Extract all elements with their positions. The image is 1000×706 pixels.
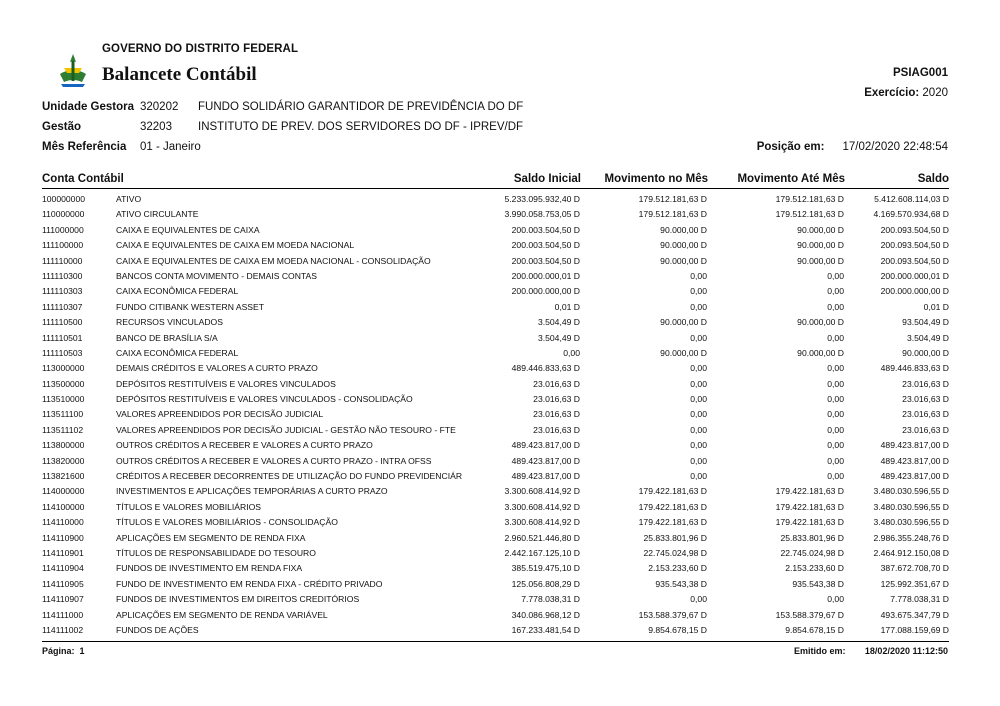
movimento-ate-mes-cell: 0,00 — [827, 363, 844, 374]
saldo-cell: 23.016,63 D — [902, 378, 949, 389]
movimento-ate-mes-cell: 0,00 — [827, 409, 844, 420]
table-row — [42, 592, 949, 607]
account-description: FUNDO DE INVESTIMENTO EM RENDA FIXA - CRÉDITO PRIVADO — [116, 578, 383, 589]
saldo-inicial-cell: 489.423.817,00 D — [511, 471, 580, 482]
account-description: CAIXA ECONÔMICA FEDERAL — [116, 347, 239, 358]
table-row — [42, 207, 949, 222]
account-code: 111110300 — [42, 270, 83, 281]
saldo-inicial-cell: 23.016,63 D — [533, 424, 580, 435]
saldo-cell: 90.000,00 D — [902, 347, 949, 358]
saldo-cell: 387.672.708,70 D — [880, 563, 949, 574]
saldo-cell: 3.504,49 D — [906, 332, 949, 343]
table-row — [42, 438, 949, 453]
account-description: BANCOS CONTA MOVIMENTO - DEMAIS CONTAS — [116, 270, 318, 281]
account-code: 111110501 — [42, 332, 83, 343]
report-code: PSIAG001 — [893, 67, 948, 79]
saldo-inicial-cell: 200.003.504,50 D — [511, 255, 580, 266]
gestao-label: Gestão — [42, 121, 81, 133]
saldo-cell: 125.992.351,67 D — [880, 578, 949, 589]
account-description: OUTROS CRÉDITOS A RECEBER E VALORES A CURTO PRAZO — [116, 440, 373, 451]
table-row — [42, 531, 949, 546]
movimento-ate-mes-cell: 0,00 — [827, 394, 844, 405]
account-description: TÍTULOS E VALORES MOBILIÁRIOS - CONSOLIDAÇÃO — [116, 517, 338, 528]
movimento-mes-cell: 0,00 — [690, 286, 707, 297]
movimento-ate-mes-cell: 0,00 — [827, 594, 844, 605]
saldo-cell: 200.000.000,01 D — [880, 270, 949, 281]
exercise — [864, 87, 948, 99]
account-code: 111110503 — [42, 347, 83, 358]
unidade-label: Unidade Gestora — [42, 101, 135, 113]
account-code: 114110901 — [42, 547, 84, 558]
table-row — [42, 346, 949, 361]
saldo-inicial-cell: 200.003.504,50 D — [511, 240, 580, 251]
account-description: DEPÓSITOS RESTITUÍVEIS E VALORES VINCULADOS — [116, 378, 336, 389]
saldo-cell: 489.423.817,00 D — [880, 440, 949, 451]
account-description: FUNDOS DE INVESTIMENTOS EM DIREITOS CREDITÓRIOS — [116, 594, 360, 605]
table-row — [42, 331, 949, 346]
saldo-cell: 4.169.570.934,68 D — [873, 209, 949, 220]
movimento-mes-cell: 0,00 — [690, 471, 707, 482]
table-row — [42, 361, 949, 376]
account-code: 110000000 — [42, 209, 85, 220]
movimento-ate-mes-cell: 153.588.379,67 D — [775, 609, 844, 620]
saldo-cell: 3.480.030.596,55 D — [873, 517, 949, 528]
saldo-inicial-cell: 489.446.833,63 D — [511, 363, 580, 374]
saldo-inicial-cell: 2.442.167.125,10 D — [504, 547, 580, 558]
movimento-mes-cell: 90.000,00 D — [660, 255, 707, 266]
table-row — [42, 546, 949, 561]
movimento-ate-mes-cell: 179.512.181,63 D — [775, 194, 844, 204]
movimento-mes-cell: 179.512.181,63 D — [638, 194, 707, 204]
table-row — [42, 192, 949, 207]
saldo-inicial-cell: 167.233.481,54 D — [511, 624, 580, 635]
table-row — [42, 269, 949, 284]
account-description: VALORES APREENDIDOS POR DECISÃO JUDICIAL - GESTÃO NÃO TESOURO - FTE — [116, 424, 456, 435]
saldo-inicial-cell: 340.086.968,12 D — [511, 609, 580, 620]
movimento-mes-cell: 0,00 — [690, 455, 707, 466]
account-code: 113510000 — [42, 394, 85, 405]
account-code: 114000000 — [42, 486, 85, 497]
account-code: 114100000 — [42, 501, 85, 512]
account-description: INVESTIMENTOS E APLICAÇÕES TEMPORÁRIAS A CURTO PRAZO — [116, 486, 388, 497]
movimento-mes-cell: 0,00 — [690, 424, 707, 435]
account-description: DEPÓSITOS RESTITUÍVEIS E VALORES VINCULADOS - CONSOLIDAÇÃO — [116, 394, 413, 405]
saldo-cell: 7.778.038,31 D — [890, 594, 949, 605]
col-saldo-inicial: Saldo Inicial — [513, 173, 581, 185]
page-label: Página: — [42, 646, 75, 656]
emitted-label: Emitido em: — [794, 646, 846, 656]
movimento-ate-mes-cell: 179.422.181,63 D — [775, 501, 844, 512]
movimento-mes-cell: 0,00 — [690, 270, 707, 281]
saldo-cell: 23.016,63 D — [902, 394, 949, 405]
saldo-inicial-cell: 3.300.608.414,92 D — [504, 501, 580, 512]
saldo-cell: 2.464.912.150,08 D — [873, 547, 949, 558]
saldo-cell: 489.423.817,00 D — [880, 471, 949, 482]
table-row — [42, 254, 949, 269]
saldo-cell: 489.446.833,63 D — [880, 363, 949, 374]
movimento-mes-cell: 90.000,00 D — [660, 224, 707, 235]
col-mov-ate: Movimento Até Mês — [737, 173, 845, 185]
movimento-mes-cell: 179.512.181,63 D — [638, 209, 707, 220]
account-code: 111110500 — [42, 317, 83, 328]
saldo-inicial-cell: 489.423.817,00 D — [511, 440, 580, 451]
account-code: 114110907 — [42, 594, 84, 605]
movimento-mes-cell: 179.422.181,63 D — [638, 486, 707, 497]
posicao-value: 17/02/2020 22:48:54 — [842, 141, 948, 153]
account-description: APLICAÇÕES EM SEGMENTO DE RENDA FIXA — [116, 532, 306, 543]
account-code: 113820000 — [42, 455, 85, 466]
unidade-gestora-line — [42, 101, 523, 113]
table-row — [42, 454, 949, 469]
movimento-mes-cell: 0,00 — [690, 440, 707, 451]
saldo-inicial-cell: 3.300.608.414,92 D — [504, 517, 580, 528]
account-description: VALORES APREENDIDOS POR DECISÃO JUDICIAL — [116, 409, 324, 420]
saldo-inicial-cell: 3.990.058.753,05 D — [504, 209, 580, 220]
account-description: APLICAÇÕES EM SEGMENTO DE RENDA VARIÁVEL — [116, 609, 328, 620]
movimento-mes-cell: 2.153.233,60 D — [648, 563, 707, 574]
movimento-mes-cell: 0,00 — [690, 394, 707, 405]
account-code: 100000000 — [42, 194, 86, 204]
account-description: CAIXA E EQUIVALENTES DE CAIXA — [116, 224, 260, 235]
account-code: 111110307 — [42, 301, 83, 312]
movimento-ate-mes-cell: 0,00 — [827, 471, 844, 482]
movimento-ate-mes-cell: 0,00 — [827, 332, 844, 343]
saldo-cell: 0,01 D — [923, 301, 949, 312]
saldo-cell: 5.412.608.114,03 D — [874, 194, 949, 204]
gestao-line — [42, 121, 523, 133]
report-title: Balancete Contábil — [102, 64, 257, 85]
page-number — [42, 646, 85, 656]
movimento-ate-mes-cell: 90.000,00 D — [797, 347, 844, 358]
table-row — [42, 407, 949, 422]
saldo-inicial-cell: 489.423.817,00 D — [511, 455, 580, 466]
account-code: 113500000 — [42, 378, 85, 389]
account-description: TÍTULOS DE RESPONSABILIDADE DO TESOURO — [116, 547, 316, 558]
movimento-ate-mes-cell: 2.153.233,60 D — [785, 563, 844, 574]
account-code: 113800000 — [42, 440, 85, 451]
unidade-code: 320202 — [140, 101, 179, 113]
table-row — [42, 608, 949, 623]
account-code: 111000000 — [42, 224, 84, 235]
gestao-code: 32203 — [140, 121, 172, 133]
saldo-inicial-cell: 23.016,63 D — [533, 409, 580, 420]
mes-referencia-line — [42, 141, 201, 153]
posicao — [757, 141, 948, 153]
table-row — [42, 223, 949, 238]
saldo-cell: 23.016,63 D — [902, 424, 949, 435]
movimento-ate-mes-cell: 0,00 — [827, 440, 844, 451]
account-description: ATIVO — [116, 194, 142, 204]
account-code: 114111000 — [42, 609, 84, 620]
saldo-cell: 200.093.504,50 D — [880, 224, 949, 235]
movimento-ate-mes-cell: 22.745.024,98 D — [780, 547, 844, 558]
saldo-inicial-cell: 2.960.521.446,80 D — [504, 532, 580, 543]
account-code: 111110000 — [42, 255, 83, 266]
mes-value: 01 - Janeiro — [140, 141, 201, 153]
saldo-inicial-cell: 5.233.095.932,40 D — [504, 194, 580, 204]
movimento-mes-cell: 90.000,00 D — [660, 317, 707, 328]
movimento-mes-cell: 0,00 — [690, 594, 707, 605]
account-code: 111110303 — [42, 286, 83, 297]
saldo-cell: 200.093.504,50 D — [880, 240, 949, 251]
saldo-cell: 93.504,49 D — [902, 317, 949, 328]
movimento-mes-cell: 0,00 — [690, 409, 707, 420]
table-row — [42, 392, 949, 407]
exercise-label: Exercício: — [864, 87, 920, 99]
account-code: 113511100 — [42, 409, 84, 420]
movimento-ate-mes-cell: 90.000,00 D — [797, 317, 844, 328]
account-description: FUNDO CITIBANK WESTERN ASSET — [116, 301, 265, 312]
government-name: GOVERNO DO DISTRITO FEDERAL — [102, 43, 299, 55]
account-description: CAIXA E EQUIVALENTES DE CAIXA EM MOEDA NACIONAL — [116, 240, 355, 251]
movimento-ate-mes-cell: 935.543,38 D — [792, 578, 844, 589]
saldo-inicial-cell: 385.519.475,10 D — [511, 563, 580, 574]
saldo-cell: 3.480.030.596,55 D — [873, 486, 949, 497]
table-row — [42, 561, 949, 576]
gestao-name: INSTITUTO DE PREV. DOS SERVIDORES DO DF - IPREV/DF — [198, 121, 524, 133]
movimento-mes-cell: 90.000,00 D — [660, 347, 707, 358]
account-code: 113000000 — [42, 363, 85, 374]
mes-label: Mês Referência — [42, 141, 127, 153]
table-row — [42, 515, 949, 530]
movimento-ate-mes-cell: 90.000,00 D — [797, 240, 844, 251]
account-code: 114110000 — [42, 517, 84, 528]
unidade-name: FUNDO SOLIDÁRIO GARANTIDOR DE PREVIDÊNCIA DO DF — [198, 101, 524, 113]
account-description: CAIXA ECONÔMICA FEDERAL — [116, 286, 239, 297]
saldo-inicial-cell: 3.504,49 D — [537, 332, 580, 343]
movimento-mes-cell: 25.833.801,96 D — [643, 532, 707, 543]
account-description: FUNDOS DE INVESTIMENTO EM RENDA FIXA — [116, 563, 303, 574]
movimento-ate-mes-cell: 179.422.181,63 D — [775, 517, 844, 528]
table-row — [42, 315, 949, 330]
movimento-ate-mes-cell: 0,00 — [827, 378, 844, 389]
table-row — [42, 423, 949, 438]
account-code: 113821600 — [42, 471, 85, 482]
table-row — [42, 377, 949, 392]
movimento-ate-mes-cell: 179.422.181,63 D — [775, 486, 844, 497]
movimento-ate-mes-cell: 25.833.801,96 D — [780, 532, 844, 543]
table-row — [42, 500, 949, 515]
account-description: ATIVO CIRCULANTE — [116, 209, 199, 220]
saldo-cell: 200.000.000,00 D — [880, 286, 949, 297]
table-row — [42, 300, 949, 315]
table-header — [42, 172, 949, 189]
table-row — [42, 469, 949, 484]
movimento-ate-mes-cell: 0,00 — [827, 286, 844, 297]
account-description: OUTROS CRÉDITOS A RECEBER E VALORES A CURTO PRAZO - INTRA OFSS — [116, 455, 432, 466]
table-row — [42, 577, 949, 592]
movimento-ate-mes-cell: 9.854.678,15 D — [785, 624, 844, 635]
account-code: 114110905 — [42, 578, 84, 589]
table-row — [42, 238, 949, 253]
saldo-cell: 200.093.504,50 D — [880, 255, 949, 266]
table-row — [42, 623, 949, 638]
movimento-mes-cell: 9.854.678,15 D — [648, 624, 707, 635]
movimento-ate-mes-cell: 0,00 — [827, 455, 844, 466]
movimento-mes-cell: 935.543,38 D — [655, 578, 707, 589]
ledger-table-body — [42, 192, 949, 638]
saldo-cell: 2.986.355.248,76 D — [873, 532, 949, 543]
movimento-ate-mes-cell: 0,00 — [827, 301, 844, 312]
col-mov-mes: Movimento no Mês — [604, 173, 708, 185]
saldo-cell: 3.480.030.596,55 D — [873, 501, 949, 512]
movimento-mes-cell: 153.588.379,67 D — [638, 609, 707, 620]
col-saldo: Saldo — [917, 173, 949, 185]
saldo-inicial-cell: 23.016,63 D — [533, 378, 580, 389]
saldo-inicial-cell: 125.056.808,29 D — [511, 578, 580, 589]
saldo-inicial-cell: 0,01 D — [554, 301, 580, 312]
account-code: 113511102 — [42, 424, 84, 435]
saldo-cell: 23.016,63 D — [902, 409, 949, 420]
saldo-cell: 177.088.159,69 D — [880, 624, 949, 635]
movimento-ate-mes-cell: 0,00 — [827, 270, 844, 281]
saldo-inicial-cell: 23.016,63 D — [533, 394, 580, 405]
account-code: 114111002 — [42, 624, 84, 635]
table-row — [42, 484, 949, 499]
movimento-mes-cell: 179.422.181,63 D — [638, 517, 707, 528]
saldo-cell: 489.423.817,00 D — [880, 455, 949, 466]
saldo-inicial-cell: 200.000.000,01 D — [511, 270, 580, 281]
saldo-inicial-cell: 200.003.504,50 D — [511, 224, 580, 235]
account-description: CAIXA E EQUIVALENTES DE CAIXA EM MOEDA NACIONAL - CONSOLIDAÇÃO — [116, 255, 431, 266]
movimento-ate-mes-cell: 0,00 — [827, 424, 844, 435]
posicao-label: Posição em: — [756, 141, 825, 153]
saldo-inicial-cell: 0,00 — [563, 347, 580, 358]
emitted-value: 18/02/2020 11:12:50 — [864, 646, 948, 656]
movimento-mes-cell: 90.000,00 D — [660, 240, 707, 251]
page-value: 1 — [79, 646, 85, 656]
saldo-cell: 493.675.347,79 D — [880, 609, 949, 620]
account-description: FUNDOS DE AÇÕES — [116, 624, 199, 635]
movimento-mes-cell: 0,00 — [690, 363, 707, 374]
account-code: 114110904 — [42, 563, 84, 574]
account-code: 111100000 — [42, 240, 84, 251]
account-code: 114110900 — [42, 532, 84, 543]
account-description: CRÉDITOS A RECEBER DECORRENTES DE UTILIZAÇÃO DO FUNDO PREVIDENCIÁR — [116, 471, 463, 482]
exercise-value: 2020 — [922, 87, 948, 99]
movimento-mes-cell: 179.422.181,63 D — [638, 501, 707, 512]
account-description: RECURSOS VINCULADOS — [116, 317, 223, 328]
movimento-ate-mes-cell: 90.000,00 D — [797, 255, 844, 266]
account-description: BANCO DE BRASÍLIA S/A — [116, 332, 218, 343]
account-description: TÍTULOS E VALORES MOBILIÁRIOS — [116, 501, 262, 512]
movimento-mes-cell: 0,00 — [690, 301, 707, 312]
col-conta: Conta Contábil — [42, 173, 124, 185]
saldo-inicial-cell: 3.300.608.414,92 D — [504, 486, 580, 497]
movimento-ate-mes-cell: 90.000,00 D — [797, 224, 844, 235]
movimento-mes-cell: 22.745.024,98 D — [643, 547, 707, 558]
movimento-ate-mes-cell: 179.512.181,63 D — [775, 209, 844, 220]
saldo-inicial-cell: 3.504,49 D — [537, 317, 580, 328]
gdf-emblem-logo — [56, 52, 90, 90]
account-description: DEMAIS CRÉDITOS E VALORES A CURTO PRAZO — [116, 363, 318, 374]
movimento-mes-cell: 0,00 — [690, 332, 707, 343]
saldo-inicial-cell: 200.000.000,00 D — [511, 286, 580, 297]
saldo-inicial-cell: 7.778.038,31 D — [521, 594, 580, 605]
movimento-mes-cell: 0,00 — [690, 378, 707, 389]
table-row — [42, 284, 949, 299]
footer-divider — [42, 641, 949, 642]
